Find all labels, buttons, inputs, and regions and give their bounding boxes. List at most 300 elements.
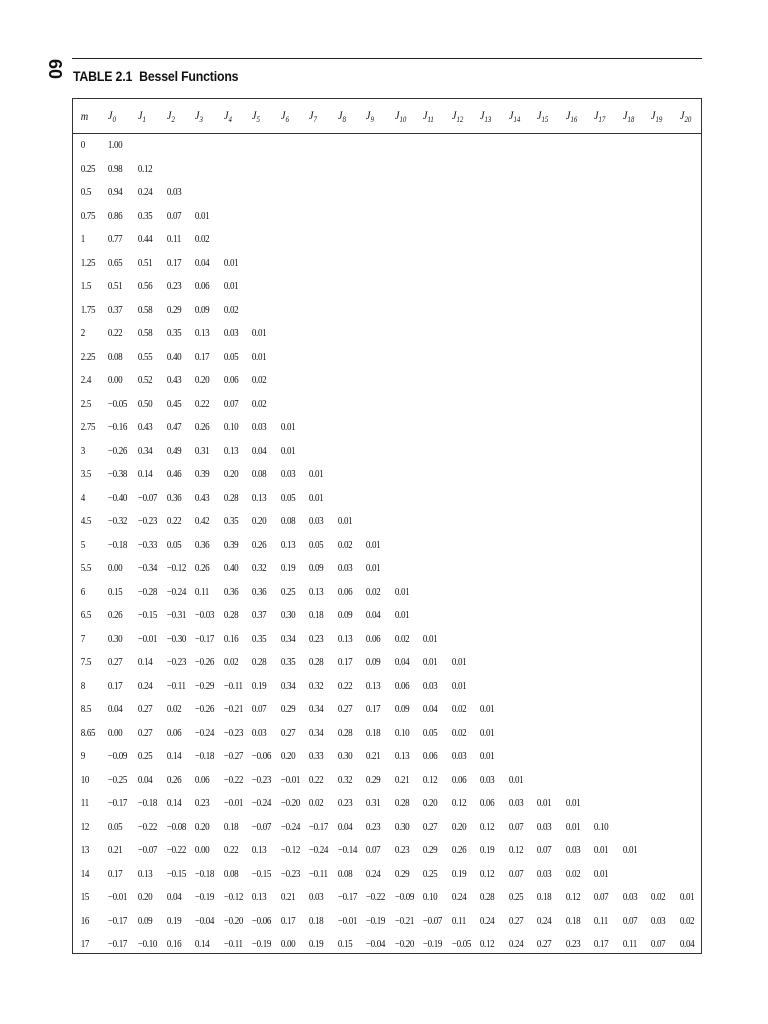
- cell-value: 0.24: [365, 868, 381, 880]
- cell-value: 0.03: [650, 915, 666, 927]
- table-cell: [587, 816, 616, 840]
- table-cell: [131, 416, 160, 440]
- table-cell: [416, 487, 445, 511]
- table-cell: [245, 228, 274, 252]
- table-cell: [245, 675, 274, 699]
- table-cell: [416, 346, 445, 370]
- table-cell: [616, 910, 645, 934]
- table-cell: [502, 205, 531, 229]
- cell-value: 0.29: [166, 304, 181, 316]
- table-cell: [302, 933, 331, 957]
- cell-value: 0.58: [137, 304, 153, 316]
- table-cell: [502, 628, 531, 652]
- table-cell: [245, 252, 274, 276]
- cell-value: 0.00: [107, 375, 123, 387]
- table-cell: [302, 816, 331, 840]
- cell-value: 0.27: [137, 727, 153, 739]
- table-cell: [160, 839, 189, 863]
- table-cell: [131, 628, 160, 652]
- table-cell: [673, 134, 702, 158]
- table-cell: [559, 463, 588, 487]
- table-cell: [217, 863, 246, 887]
- cell-value: 0.14: [137, 469, 153, 481]
- cell-value: 0.01: [223, 257, 238, 269]
- table-cell: [245, 722, 274, 746]
- table-row: [73, 322, 701, 346]
- header-letter: J: [337, 108, 342, 122]
- table-cell: [217, 910, 246, 934]
- cell-value: −0.22: [223, 774, 243, 786]
- table-cell: [131, 863, 160, 887]
- table-cell: [388, 346, 417, 370]
- table-cell: [302, 651, 331, 675]
- table-cell: [416, 299, 445, 323]
- table-cell: [359, 134, 388, 158]
- table-cell: [331, 581, 360, 605]
- table-cell: [274, 393, 303, 417]
- table-cell: [473, 628, 502, 652]
- cell-value: 0.26: [194, 563, 210, 575]
- cell-value: 0.25: [422, 868, 438, 880]
- table-cell: [587, 745, 616, 769]
- table-cell: [473, 322, 502, 346]
- table-cell: [160, 463, 189, 487]
- table-cell: [188, 440, 217, 464]
- table-cell: [302, 581, 331, 605]
- table-cell: [274, 534, 303, 558]
- cell-value: 0.24: [451, 892, 466, 904]
- table-cell: [502, 510, 531, 534]
- cell-value: 0.94: [107, 187, 123, 199]
- table-cell: [188, 839, 217, 863]
- table-cell: [101, 722, 131, 746]
- table-cell: [445, 299, 474, 323]
- header-j14: [502, 99, 531, 134]
- cell-value: −0.09: [107, 751, 128, 763]
- cell-value: 0.27: [137, 704, 153, 716]
- table-cell: [445, 534, 474, 558]
- table-cell: [587, 839, 616, 863]
- cell-value: −0.11: [308, 868, 328, 880]
- table-cell: [416, 557, 445, 581]
- table-cell: [644, 228, 673, 252]
- cell-value: 0.02: [394, 633, 409, 645]
- table-cell: [217, 205, 246, 229]
- table-cell: [473, 205, 502, 229]
- cell-value: 0.11: [451, 915, 466, 927]
- cell-value: −0.24: [166, 586, 186, 598]
- table-cell: [644, 628, 673, 652]
- row-m-value: 4.5: [80, 516, 92, 528]
- table-cell: [616, 792, 645, 816]
- table-cell: [388, 275, 417, 299]
- row-m-value: 10: [80, 774, 90, 786]
- cell-value: 0.05: [308, 539, 324, 551]
- cell-value: 0.13: [137, 868, 153, 880]
- table-cell: [559, 886, 588, 910]
- table-cell: [616, 252, 645, 276]
- table-row: [73, 252, 701, 276]
- cell-value: 0.24: [479, 915, 495, 927]
- table-cell: [245, 275, 274, 299]
- table-cell: [473, 675, 502, 699]
- cell-value: −0.18: [194, 868, 215, 880]
- table-cell: [416, 910, 445, 934]
- table-cell: [331, 181, 360, 205]
- cell-value: −0.01: [337, 915, 357, 927]
- cell-value: 0.20: [137, 892, 153, 904]
- table-cell: [644, 440, 673, 464]
- table-cell: [587, 698, 616, 722]
- table-cell: [530, 651, 559, 675]
- table-cell: [673, 581, 702, 605]
- table-cell: [388, 440, 417, 464]
- table-cell: [445, 863, 474, 887]
- table-cell: [473, 863, 502, 887]
- table-cell: [559, 158, 588, 182]
- cell-value: −0.23: [166, 657, 186, 669]
- cell-value: 0.05: [280, 492, 295, 504]
- table-cell: [644, 487, 673, 511]
- table-cell: [302, 440, 331, 464]
- cell-value: −0.24: [308, 845, 329, 857]
- row-m-cell: [73, 886, 101, 910]
- table-cell: [217, 745, 246, 769]
- table-cell: [131, 487, 160, 511]
- table-cell: [188, 510, 217, 534]
- table-cell: [445, 393, 474, 417]
- cell-value: 0.01: [251, 328, 267, 340]
- table-cell: [245, 440, 274, 464]
- table-cell: [530, 628, 559, 652]
- table-cell: [302, 557, 331, 581]
- table-cell: [131, 299, 160, 323]
- table-cell: [587, 322, 616, 346]
- table-row: [73, 510, 701, 534]
- cell-value: 0.43: [137, 422, 153, 434]
- table-cell: [530, 604, 559, 628]
- table-cell: [388, 393, 417, 417]
- table-cell: [101, 816, 131, 840]
- table-cell: [445, 933, 474, 957]
- cell-value: 0.01: [223, 281, 238, 293]
- table-cell: [587, 463, 616, 487]
- table-cell: [530, 745, 559, 769]
- row-m-value: 3.5: [80, 469, 92, 481]
- table-cell: [473, 416, 502, 440]
- header-subscript: 0: [112, 115, 116, 124]
- cell-value: −0.17: [194, 633, 215, 645]
- table-cell: [416, 651, 445, 675]
- table-cell: [302, 487, 331, 511]
- cell-value: 0.26: [451, 845, 466, 857]
- table-cell: [530, 416, 559, 440]
- table-cell: [445, 275, 474, 299]
- table-row: [73, 581, 701, 605]
- table-cell: [359, 910, 388, 934]
- row-m-cell: [73, 134, 101, 158]
- cell-value: 0.19: [479, 845, 495, 857]
- table-cell: [673, 816, 702, 840]
- table-cell: [188, 581, 217, 605]
- table-cell: [416, 604, 445, 628]
- table-cell: [587, 416, 616, 440]
- table-cell: [188, 369, 217, 393]
- table-cell: [502, 393, 531, 417]
- table-cell: [302, 134, 331, 158]
- cell-value: 0.27: [107, 657, 123, 669]
- table-cell: [445, 722, 474, 746]
- header-j9: [359, 99, 388, 134]
- table-cell: [302, 534, 331, 558]
- header-j12: [445, 99, 474, 134]
- table-cell: [388, 181, 417, 205]
- cell-value: 0.18: [308, 610, 324, 622]
- table-cell: [217, 158, 246, 182]
- row-m-value: 14: [80, 868, 90, 880]
- table-cell: [388, 886, 417, 910]
- table-cell: [160, 205, 189, 229]
- table-cell: [445, 205, 474, 229]
- table-cell: [217, 792, 246, 816]
- cell-value: 0.04: [679, 939, 694, 951]
- table-cell: [616, 769, 645, 793]
- row-m-cell: [73, 792, 101, 816]
- row-m-value: 16: [80, 915, 90, 927]
- table-cell: [331, 416, 360, 440]
- cell-value: 0.19: [166, 915, 181, 927]
- cell-value: 0.24: [536, 915, 552, 927]
- table-cell: [359, 487, 388, 511]
- table-cell: [302, 769, 331, 793]
- table-cell: [644, 910, 673, 934]
- cell-value: 0.03: [308, 516, 324, 528]
- table-cell: [274, 769, 303, 793]
- row-m-cell: [73, 181, 101, 205]
- table-cell: [673, 346, 702, 370]
- table-cell: [388, 769, 417, 793]
- table-cell: [616, 557, 645, 581]
- row-m-cell: [73, 557, 101, 581]
- row-m-cell: [73, 463, 101, 487]
- row-m-cell: [73, 252, 101, 276]
- table-cell: [473, 581, 502, 605]
- header-m-label: m: [80, 108, 89, 123]
- cell-value: −0.23: [251, 774, 272, 786]
- table-cell: [559, 675, 588, 699]
- table-cell: [388, 816, 417, 840]
- table-cell: [245, 416, 274, 440]
- table-cell: [331, 792, 360, 816]
- table-cell: [188, 416, 217, 440]
- table-cell: [587, 158, 616, 182]
- table-cell: [188, 628, 217, 652]
- table-cell: [445, 557, 474, 581]
- cell-value: 0.02: [451, 704, 466, 716]
- cell-value: 0.28: [337, 727, 352, 739]
- cell-value: −0.20: [280, 798, 300, 810]
- cell-value: 0.06: [422, 751, 438, 763]
- cell-value: 0.14: [194, 939, 210, 951]
- table-cell: [302, 839, 331, 863]
- table-cell: [530, 369, 559, 393]
- table-row: [73, 299, 701, 323]
- table-cell: [359, 863, 388, 887]
- table-cell: [274, 416, 303, 440]
- table-cell: [473, 910, 502, 934]
- table-cell: [245, 698, 274, 722]
- row-m-value: 15: [80, 892, 90, 904]
- table-cell: [587, 933, 616, 957]
- cell-value: 0.02: [251, 398, 267, 410]
- table-row: [73, 346, 701, 370]
- table-cell: [502, 440, 531, 464]
- table-cell: [160, 651, 189, 675]
- cell-value: −0.07: [137, 492, 158, 504]
- cell-value: 0.03: [479, 774, 495, 786]
- table-cell: [473, 158, 502, 182]
- table-cell: [131, 369, 160, 393]
- table-cell: [587, 581, 616, 605]
- cell-value: 0.40: [223, 563, 238, 575]
- table-cell: [274, 745, 303, 769]
- cell-value: 0.06: [223, 375, 238, 387]
- cell-value: 0.03: [536, 821, 552, 833]
- table-cell: [673, 886, 702, 910]
- table-cell: [587, 628, 616, 652]
- table-cell: [616, 581, 645, 605]
- table-cell: [616, 275, 645, 299]
- cell-value: 0.03: [622, 892, 637, 904]
- table-cell: [274, 346, 303, 370]
- header-subscript: 11: [427, 115, 434, 124]
- header-letter: J: [223, 108, 228, 122]
- header-subscript: 9: [370, 115, 374, 124]
- table-cell: [188, 275, 217, 299]
- header-subscript: 8: [341, 115, 346, 124]
- table-cell: [101, 205, 131, 229]
- table-cell: [217, 487, 246, 511]
- cell-value: 0.36: [166, 492, 181, 504]
- table-cell: [502, 346, 531, 370]
- table-cell: [217, 393, 246, 417]
- row-m-cell: [73, 158, 101, 182]
- table-cell: [101, 557, 131, 581]
- cell-value: 0.03: [251, 727, 267, 739]
- cell-value: 0.04: [107, 704, 123, 716]
- table-cell: [445, 581, 474, 605]
- cell-value: 0.56: [137, 281, 153, 293]
- cell-value: 0.12: [479, 939, 495, 951]
- cell-value: 0.10: [593, 821, 609, 833]
- cell-value: 0.02: [166, 704, 181, 716]
- row-m-value: 2.5: [80, 398, 92, 410]
- cell-value: 0.01: [337, 516, 352, 528]
- table-cell: [331, 745, 360, 769]
- table-cell: [644, 299, 673, 323]
- table-cell: [388, 322, 417, 346]
- header-j13: [473, 99, 502, 134]
- cell-value: 0.28: [223, 492, 238, 504]
- header-subscript: 18: [626, 115, 634, 124]
- cell-value: 0.07: [593, 892, 609, 904]
- cell-value: 0.51: [137, 257, 153, 269]
- cell-value: 0.27: [536, 939, 552, 951]
- table-cell: [530, 463, 559, 487]
- table-cell: [331, 205, 360, 229]
- table-cell: [302, 181, 331, 205]
- table-cell: [416, 534, 445, 558]
- header-letter: J: [394, 108, 399, 122]
- table-cell: [587, 863, 616, 887]
- table-row: [73, 792, 701, 816]
- cell-value: 0.19: [308, 939, 324, 951]
- cell-value: 0.34: [308, 727, 324, 739]
- header-subscript: 4: [227, 115, 232, 124]
- table-cell: [274, 205, 303, 229]
- table-cell: [502, 557, 531, 581]
- table-cell: [217, 933, 246, 957]
- table-cell: [530, 393, 559, 417]
- header-letter: J: [308, 108, 314, 122]
- table-cell: [188, 299, 217, 323]
- cell-value: −0.19: [251, 939, 272, 951]
- header-letter: J: [536, 108, 542, 122]
- table-cell: [274, 816, 303, 840]
- row-m-value: 6: [80, 586, 85, 598]
- table-cell: [445, 886, 474, 910]
- table-cell: [673, 440, 702, 464]
- table-cell: [616, 675, 645, 699]
- table-cell: [217, 651, 246, 675]
- table-cell: [673, 557, 702, 581]
- header-letter: J: [107, 108, 113, 122]
- row-m-value: 5.5: [80, 563, 92, 575]
- table-cell: [473, 769, 502, 793]
- cell-value: 0.45: [166, 398, 181, 410]
- cell-value: 0.17: [166, 257, 181, 269]
- cell-value: 0.11: [166, 234, 181, 246]
- table-cell: [416, 369, 445, 393]
- table-row: [73, 604, 701, 628]
- table-cell: [388, 651, 417, 675]
- table-cell: [445, 463, 474, 487]
- cell-value: −0.01: [280, 774, 300, 786]
- table-cell: [673, 698, 702, 722]
- row-m-cell: [73, 628, 101, 652]
- cell-value: −0.33: [137, 539, 158, 551]
- table-cell: [445, 745, 474, 769]
- table-cell: [502, 722, 531, 746]
- table-cell: [416, 628, 445, 652]
- cell-value: 0.09: [194, 304, 210, 316]
- table-cell: [188, 158, 217, 182]
- table-cell: [616, 487, 645, 511]
- table-row: [73, 134, 701, 158]
- table-cell: [644, 510, 673, 534]
- table-cell: [359, 557, 388, 581]
- table-cell: [302, 463, 331, 487]
- table-cell: [673, 158, 702, 182]
- table-cell: [416, 463, 445, 487]
- cell-value: 0.09: [137, 915, 153, 927]
- row-m-cell: [73, 275, 101, 299]
- table-cell: [160, 910, 189, 934]
- cell-value: 0.42: [194, 516, 210, 528]
- table-cell: [644, 557, 673, 581]
- cell-value: −0.24: [194, 727, 215, 739]
- table-cell: [445, 181, 474, 205]
